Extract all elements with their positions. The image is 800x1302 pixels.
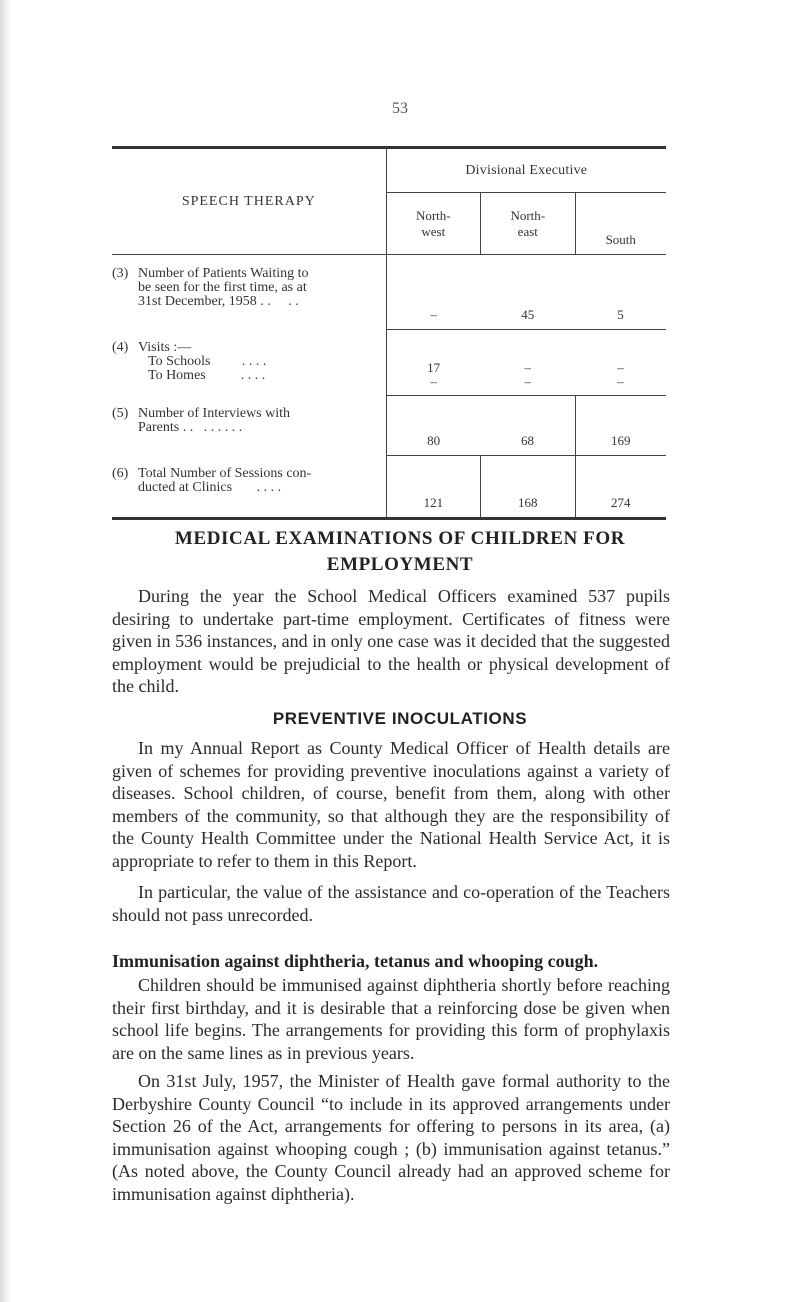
cell-south: 169: [575, 395, 666, 455]
immunisation-heading: Immunisation against diphtheria, tetanus and whooping cough.: [112, 951, 599, 971]
group-header-divisional-executive: Divisional Executive: [386, 148, 666, 193]
speech-therapy-table: [112, 146, 666, 520]
cell-south: [575, 329, 666, 395]
page-number: 53: [392, 100, 408, 117]
row-label-line: Number of Patients Waiting to: [138, 266, 309, 281]
row-label-subline: [112, 355, 386, 369]
cell-value: –: [524, 359, 532, 375]
column-header-north-east-line2: east: [517, 223, 538, 239]
cell-north-east: [481, 329, 575, 395]
cell-south: 5: [617, 306, 624, 322]
table-title: SPEECH THERAPY: [112, 148, 386, 255]
row-number: (5): [112, 406, 129, 421]
row-label-line: Visits :—: [138, 340, 192, 355]
row-label-line: [112, 481, 386, 495]
column-header-south: South: [575, 193, 666, 255]
section-heading: [0, 526, 800, 552]
section-heading: PREVENTIVE INOCULATIONS: [272, 709, 528, 728]
table-row: [112, 395, 666, 455]
row-label-line: [112, 295, 386, 309]
column-header-north-east: [481, 193, 575, 255]
row-number: (6): [112, 466, 129, 481]
cell-north-west: 80: [386, 395, 480, 455]
speech-therapy-grid: [112, 146, 666, 520]
table-row: [112, 329, 666, 395]
leader-dots: . .: [288, 294, 299, 309]
preventive-paragraph-2: In particular, the value of the assistance and co-operation of the Teachers should not pass unrecorded.: [112, 882, 670, 925]
immunisation-paragraph-1: Children should be immunised against diphtheria shortly before reaching their first birthday, and it is desirable that a reinforcing dose be given when school life begins. The arrangements for providing this form of prophylaxis are on the same lines as in previous years.: [112, 975, 670, 1063]
row-label-text: 31st December, 1958 . .: [138, 294, 271, 309]
row-label-waiting-patients: [112, 255, 386, 330]
column-header-north-west-line1: North-: [415, 207, 451, 223]
cell-north-east: 45: [521, 306, 535, 322]
medical-paragraph: During the year the School Medical Officers examined 537 pupils desiring to undertake part-time employment. Certificates of fitness were given in 536 instances, and in only one case was it decided that the suggested employment would be prejudicial to the health or physical development of the child.: [112, 586, 670, 697]
table-row: [112, 455, 666, 519]
cell-value: –: [524, 373, 532, 389]
row-label-text: To Schools: [148, 354, 211, 369]
preventive-paragraph-1: In my Annual Report as County Medical Officer of Health details are given of schemes for providing preventive inoculations against a variety of diseases. School children, of course, benefit from them, along with other members of the community, so that although they are the responsibility of the County Health Committee under the National Health Service Act, it is appropriate to refer to them in this Report.: [112, 738, 670, 871]
row-label-subline: [112, 369, 386, 383]
column-header-north-west-line2: west: [421, 223, 446, 239]
cell-north-west: –: [386, 255, 480, 330]
column-header-north-east-line1: North-: [510, 207, 546, 223]
column-header-north-west: [386, 193, 480, 255]
leader-dots: . . . .: [241, 354, 267, 369]
page-binding-edge: [0, 0, 12, 1302]
leader-dots: . . . .: [240, 368, 266, 383]
row-label-sessions: [112, 455, 386, 519]
section-heading-line2: [0, 552, 800, 578]
row-label-line: [112, 421, 386, 435]
row-label-text: To Homes: [148, 368, 206, 383]
cell-north-east: 168: [481, 455, 575, 519]
row-label-line: Total Number of Sessions con-: [138, 466, 312, 481]
cell-value: 17: [427, 359, 441, 375]
row-number: (3): [112, 266, 129, 281]
row-label-line: Number of Interviews with: [138, 406, 291, 421]
table-row: [112, 255, 666, 330]
cell-value: –: [617, 359, 624, 375]
row-label-text: ducted at Clinics: [138, 480, 233, 495]
heading-line: EMPLOYMENT: [326, 554, 474, 575]
heading-line: MEDICAL EXAMINATIONS OF CHILDREN FOR: [174, 528, 626, 549]
row-number: (4): [112, 340, 129, 355]
leader-dots: . . . . . .: [203, 420, 243, 435]
leader-dots: . . . .: [256, 480, 282, 495]
row-label-text: Parents . .: [138, 420, 194, 435]
cell-north-west: 121: [386, 455, 480, 519]
cell-south: 274: [575, 455, 666, 519]
cell-north-west: [386, 329, 480, 395]
immunisation-paragraph-2: On 31st July, 1957, the Minister of Health gave formal authority to the Derbyshire County Council “to include in its approved arrangements under Section 26 of the Act, arrangements for offering to persons in its area, (a) immunisation against whooping cough ; (b) immunisation against tetanus.” (As noted above, the County Council already had an approved scheme for immunisation against diphtheria).: [112, 1071, 670, 1204]
cell-value: –: [430, 373, 437, 389]
cell-value: –: [617, 373, 624, 389]
row-label-line: be seen for the first time, as at: [138, 280, 307, 295]
row-label-interviews: [112, 395, 386, 455]
row-label-visits: [112, 329, 386, 395]
cell-north-east: 68: [481, 395, 575, 455]
